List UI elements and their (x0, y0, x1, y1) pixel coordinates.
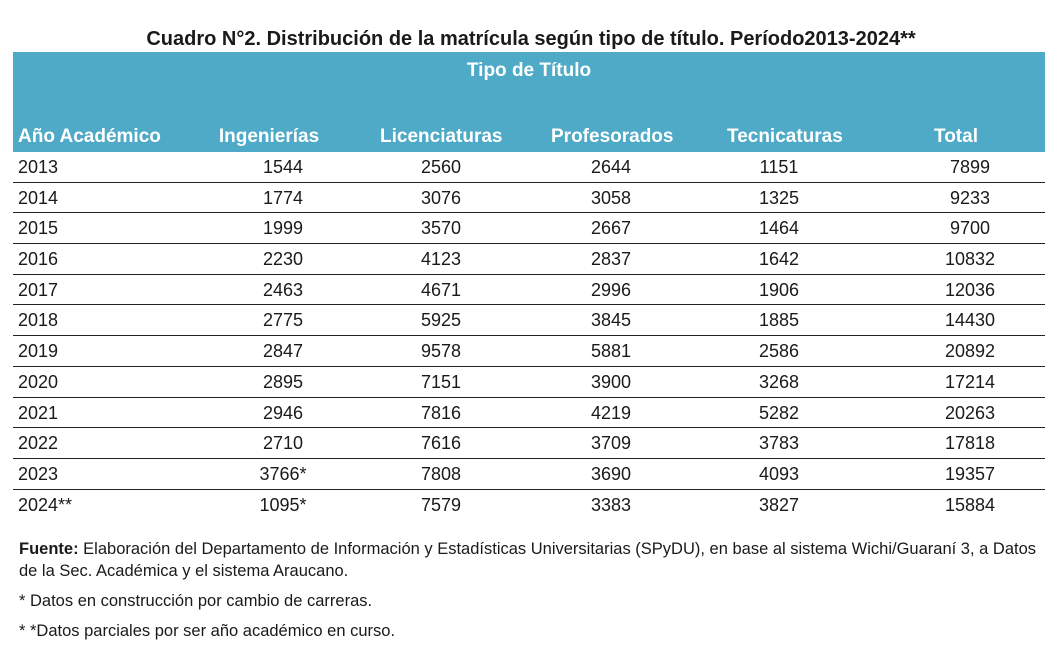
table-row (13, 336, 1045, 367)
table-row (13, 152, 1045, 183)
cell-value: 3827 (758, 494, 800, 515)
cell-year: 2018 (18, 310, 59, 331)
table-row (13, 213, 1045, 244)
cell-value: 20892 (944, 341, 996, 362)
footnotes (19, 538, 1039, 650)
cell-value: 3268 (758, 371, 800, 392)
col-header-total: Total (934, 126, 978, 147)
cell-value: 2667 (590, 218, 632, 239)
cell-value: 9233 (949, 187, 991, 208)
table-row (13, 459, 1045, 490)
cell-value: 1999 (262, 218, 304, 239)
cell-year: 2017 (18, 279, 59, 300)
group-header: Tipo de Título (466, 60, 592, 81)
cell-value: 2560 (420, 157, 462, 177)
cell-value: 3783 (758, 433, 800, 454)
cell-value: 3845 (590, 310, 632, 331)
cell-value: 3570 (420, 218, 462, 239)
note-partial: * *Datos parciales por ser año académico en curso. (19, 622, 396, 640)
cell-value: 7808 (420, 463, 462, 484)
table-row (13, 490, 1045, 520)
cell-value: 5925 (420, 310, 462, 331)
cell-value: 2775 (262, 310, 304, 331)
cell-value: 3076 (420, 187, 462, 208)
cell-value: 3690 (590, 463, 632, 484)
cell-value: 7151 (420, 371, 462, 392)
cell-value: 12036 (944, 279, 996, 300)
source-label: Fuente: (19, 540, 79, 558)
cell-value: 2847 (262, 341, 304, 362)
cell-year: 2024** (18, 494, 73, 515)
cell-year: 2019 (18, 341, 59, 362)
cell-value: 5881 (590, 341, 632, 362)
cell-year: 2021 (18, 402, 59, 423)
cell-value: 2710 (262, 433, 304, 454)
cell-value: 1642 (758, 249, 800, 270)
cell-value: 17818 (944, 433, 996, 454)
enrollment-table (13, 52, 1045, 519)
cell-value: 3058 (590, 187, 632, 208)
cell-value: 9578 (420, 341, 462, 362)
table-row (13, 275, 1045, 306)
cell-year: 2015 (18, 218, 59, 239)
cell-value: 3383 (590, 494, 632, 515)
cell-value: 2996 (590, 279, 632, 300)
cell-value: 7616 (420, 433, 462, 454)
cell-value: 2463 (262, 279, 304, 300)
table-row (13, 428, 1045, 459)
table-row (13, 305, 1045, 336)
col-header-ingenierias: Ingenierías (218, 126, 320, 147)
cell-value: 20263 (944, 402, 996, 423)
cell-value: 1151 (759, 157, 799, 177)
col-header-licenciaturas: Licenciaturas (380, 126, 503, 147)
col-header-profesorados: Profesorados (551, 126, 674, 147)
cell-value: 7816 (420, 402, 462, 423)
note-construction: * Datos en construcción por cambio de carreras. (19, 592, 373, 610)
cell-year: 2013 (18, 157, 59, 177)
cell-value: 4219 (590, 402, 632, 423)
cell-value: 14430 (944, 310, 996, 331)
cell-value: 15884 (944, 494, 996, 515)
cell-value: 1544 (262, 157, 304, 177)
table-body (13, 152, 1045, 519)
cell-value: 3766* (259, 463, 307, 484)
cell-value: 2837 (590, 249, 632, 270)
cell-year: 2016 (18, 249, 59, 270)
cell-value: 2895 (262, 371, 304, 392)
cell-year: 2014 (18, 187, 59, 208)
cell-value: 2946 (262, 402, 304, 423)
cell-value: 1885 (758, 310, 800, 331)
cell-value: 7579 (420, 494, 462, 515)
table-row (13, 367, 1045, 398)
cell-value: 1774 (262, 187, 304, 208)
cell-value: 2644 (590, 157, 632, 177)
source-note (19, 538, 1039, 582)
col-header-tecnicaturas: Tecnicaturas (727, 126, 843, 147)
cell-year: 2022 (18, 433, 59, 454)
cell-year: 2023 (18, 463, 59, 484)
cell-value: 4671 (420, 279, 462, 300)
cell-value: 3709 (590, 433, 632, 454)
cell-value: 2586 (758, 341, 800, 362)
source-text: Elaboración del Departamento de Información y Estadísticas Universitarias (SPyDU), en base al sistema Wichi/Guaraní 3, a Datos de la Sec. Académica y el sistema Araucano. (19, 540, 1037, 580)
cell-value: 4123 (420, 249, 462, 270)
table-row (13, 398, 1045, 429)
cell-year: 2020 (18, 371, 59, 392)
cell-value: 1464 (758, 218, 800, 239)
cell-value: 1325 (758, 187, 800, 208)
cell-value: 17214 (944, 371, 996, 392)
table-header (13, 52, 1045, 152)
table-title: Cuadro N°2. Distribución de la matrícula según tipo de título. Período2013-2024** (146, 28, 916, 50)
cell-value: 19357 (944, 463, 996, 484)
cell-value: 7899 (949, 157, 991, 177)
cell-value: 2230 (262, 249, 304, 270)
cell-value: 5282 (758, 402, 800, 423)
cell-value: 1095* (259, 494, 307, 515)
table-row (13, 183, 1045, 214)
cell-value: 9700 (949, 218, 991, 239)
cell-value: 3900 (590, 371, 632, 392)
table-row (13, 244, 1045, 275)
cell-value: 10832 (944, 249, 996, 270)
cell-value: 1906 (758, 279, 800, 300)
cell-value: 4093 (758, 463, 800, 484)
col-header-year: Año Académico (18, 126, 161, 147)
